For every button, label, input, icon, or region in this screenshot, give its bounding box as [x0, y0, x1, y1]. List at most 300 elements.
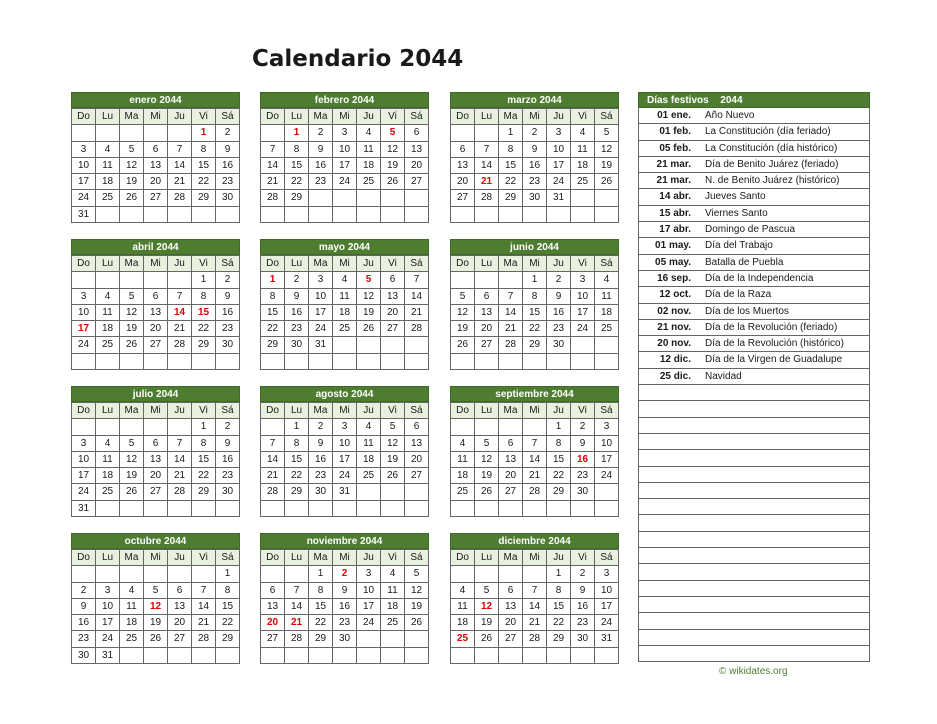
- weekday-header: Lu: [285, 550, 309, 566]
- day-cell: 26: [381, 468, 405, 484]
- weekday-header: Do: [261, 256, 285, 272]
- day-cell: 13: [475, 305, 499, 321]
- page-title: Calendario 2044: [252, 46, 464, 72]
- holiday-row: [638, 287, 870, 303]
- day-cell: 30: [571, 484, 595, 500]
- day-cell: 31: [547, 190, 571, 206]
- day-cell: 21: [285, 615, 309, 631]
- empty-day-cell: [261, 354, 285, 370]
- empty-day-cell: [144, 501, 168, 517]
- day-cell: 27: [381, 321, 405, 337]
- day-cell: 28: [475, 190, 499, 206]
- day-cell: 15: [192, 305, 216, 321]
- day-cell: 13: [451, 158, 475, 174]
- day-cell: 6: [475, 289, 499, 305]
- day-cell: 7: [168, 289, 192, 305]
- day-cell: 16: [216, 158, 240, 174]
- day-cell: 22: [547, 468, 571, 484]
- empty-day-cell: [120, 272, 144, 288]
- day-cell: 30: [216, 337, 240, 353]
- day-cell: 25: [381, 615, 405, 631]
- holidays-header: [638, 92, 870, 108]
- day-cell: 13: [405, 142, 429, 158]
- day-cell: 25: [96, 337, 120, 353]
- holiday-date: 05 feb.: [659, 142, 691, 154]
- day-cell: 10: [72, 158, 96, 174]
- empty-day-cell: [168, 354, 192, 370]
- month-calendar: [450, 239, 619, 370]
- day-cell: 20: [144, 321, 168, 337]
- empty-day-cell: [144, 566, 168, 582]
- month-days-grid: [71, 255, 240, 370]
- month-title: noviembre 2044: [260, 533, 429, 549]
- day-cell: 2: [216, 125, 240, 141]
- day-cell: 8: [547, 583, 571, 599]
- day-cell: 26: [144, 631, 168, 647]
- empty-day-cell: [475, 272, 499, 288]
- day-cell: 16: [333, 599, 357, 615]
- day-cell: 28: [168, 484, 192, 500]
- day-cell: 20: [499, 468, 523, 484]
- weekday-header: Mi: [333, 550, 357, 566]
- day-cell: 5: [144, 583, 168, 599]
- empty-day-cell: [357, 484, 381, 500]
- day-cell: 11: [451, 599, 475, 615]
- empty-day-cell: [72, 566, 96, 582]
- weekday-header: Do: [261, 550, 285, 566]
- day-cell: 16: [547, 305, 571, 321]
- day-cell: 10: [72, 452, 96, 468]
- day-cell: 25: [120, 631, 144, 647]
- empty-day-cell: [285, 648, 309, 664]
- day-cell: 5: [381, 419, 405, 435]
- empty-day-cell: [571, 190, 595, 206]
- empty-day-cell: [595, 337, 619, 353]
- weekday-header: Vi: [381, 550, 405, 566]
- day-cell: 2: [216, 419, 240, 435]
- day-cell: 26: [475, 631, 499, 647]
- day-cell: 24: [333, 174, 357, 190]
- day-cell: 10: [72, 305, 96, 321]
- day-cell: 28: [168, 190, 192, 206]
- weekday-header: Ma: [499, 256, 523, 272]
- day-cell: 10: [357, 583, 381, 599]
- empty-day-cell: [523, 501, 547, 517]
- empty-day-cell: [192, 648, 216, 664]
- day-cell: 14: [261, 452, 285, 468]
- weekday-header: Ma: [120, 109, 144, 125]
- weekday-header: Do: [72, 109, 96, 125]
- day-cell: 5: [595, 125, 619, 141]
- weekday-header: Lu: [285, 403, 309, 419]
- empty-day-cell: [595, 484, 619, 500]
- weekday-header: Lu: [475, 550, 499, 566]
- holiday-date: 15 abr.: [659, 207, 691, 219]
- empty-day-cell: [405, 631, 429, 647]
- day-cell: 18: [595, 305, 619, 321]
- footer-credit: © wikidates.org: [719, 666, 788, 677]
- day-cell: 15: [547, 452, 571, 468]
- empty-day-cell: [261, 207, 285, 223]
- empty-day-cell: [357, 354, 381, 370]
- empty-day-cell: [168, 648, 192, 664]
- day-cell: 9: [571, 436, 595, 452]
- day-cell: 13: [144, 305, 168, 321]
- day-cell: 1: [192, 272, 216, 288]
- empty-day-cell: [405, 648, 429, 664]
- day-cell: 13: [168, 599, 192, 615]
- day-cell: 25: [451, 484, 475, 500]
- day-cell: 24: [571, 321, 595, 337]
- day-cell: 4: [357, 419, 381, 435]
- day-cell: 24: [547, 174, 571, 190]
- holiday-name: Día del Trabajo: [705, 240, 773, 252]
- day-cell: 29: [192, 190, 216, 206]
- empty-day-cell: [475, 354, 499, 370]
- weekday-header: Mi: [333, 109, 357, 125]
- empty-day-cell: [523, 207, 547, 223]
- empty-day-cell: [405, 337, 429, 353]
- day-cell: 17: [72, 174, 96, 190]
- holiday-row-empty: [638, 434, 870, 450]
- day-cell: 2: [309, 419, 333, 435]
- empty-day-cell: [451, 272, 475, 288]
- day-cell: 17: [357, 599, 381, 615]
- empty-day-cell: [120, 419, 144, 435]
- weekday-header: Mi: [523, 109, 547, 125]
- day-cell: 6: [499, 436, 523, 452]
- empty-day-cell: [168, 125, 192, 141]
- empty-day-cell: [523, 566, 547, 582]
- empty-day-cell: [523, 354, 547, 370]
- day-cell: 24: [96, 631, 120, 647]
- empty-day-cell: [120, 566, 144, 582]
- day-cell: 13: [144, 158, 168, 174]
- day-cell: 16: [309, 158, 333, 174]
- day-cell: 3: [96, 583, 120, 599]
- day-cell: 28: [523, 484, 547, 500]
- day-cell: 8: [261, 289, 285, 305]
- empty-day-cell: [571, 648, 595, 664]
- day-cell: 20: [144, 174, 168, 190]
- month-calendar: [71, 386, 240, 517]
- weekday-header: Sá: [595, 109, 619, 125]
- day-cell: 2: [571, 566, 595, 582]
- empty-day-cell: [285, 207, 309, 223]
- month-calendar: [260, 386, 429, 517]
- holiday-row-empty: [638, 548, 870, 564]
- day-cell: 1: [309, 566, 333, 582]
- day-cell: 14: [168, 158, 192, 174]
- day-cell: 14: [523, 452, 547, 468]
- holiday-row: [638, 352, 870, 368]
- day-cell: 4: [571, 125, 595, 141]
- day-cell: 18: [96, 468, 120, 484]
- day-cell: 6: [451, 142, 475, 158]
- weekday-header: Vi: [381, 403, 405, 419]
- empty-day-cell: [216, 501, 240, 517]
- holiday-name: La Constitución (día histórico): [705, 142, 838, 154]
- month-days-grid: [450, 549, 619, 664]
- weekday-header: Sá: [405, 109, 429, 125]
- empty-day-cell: [499, 501, 523, 517]
- day-cell: 17: [96, 615, 120, 631]
- empty-day-cell: [333, 354, 357, 370]
- weekday-header: Vi: [192, 256, 216, 272]
- empty-day-cell: [357, 501, 381, 517]
- empty-day-cell: [96, 354, 120, 370]
- day-cell: 11: [96, 305, 120, 321]
- day-cell: 30: [216, 190, 240, 206]
- weekday-header: Vi: [571, 550, 595, 566]
- holiday-row-empty: [638, 385, 870, 401]
- empty-day-cell: [499, 207, 523, 223]
- day-cell: 7: [168, 142, 192, 158]
- empty-day-cell: [475, 566, 499, 582]
- day-cell: 5: [120, 289, 144, 305]
- empty-day-cell: [309, 190, 333, 206]
- day-cell: 7: [523, 436, 547, 452]
- empty-day-cell: [357, 631, 381, 647]
- empty-day-cell: [120, 125, 144, 141]
- day-cell: 8: [523, 289, 547, 305]
- day-cell: 3: [547, 125, 571, 141]
- day-cell: 4: [357, 125, 381, 141]
- day-cell: 25: [571, 174, 595, 190]
- day-cell: 15: [192, 158, 216, 174]
- empty-day-cell: [475, 419, 499, 435]
- day-cell: 21: [523, 468, 547, 484]
- day-cell: 1: [192, 125, 216, 141]
- day-cell: 28: [261, 190, 285, 206]
- empty-day-cell: [120, 354, 144, 370]
- empty-day-cell: [475, 501, 499, 517]
- holiday-row-empty: [638, 483, 870, 499]
- empty-day-cell: [451, 125, 475, 141]
- day-cell: 22: [547, 615, 571, 631]
- day-cell: 8: [216, 583, 240, 599]
- holiday-row-empty: [638, 401, 870, 417]
- day-cell: 29: [523, 337, 547, 353]
- day-cell: 27: [405, 468, 429, 484]
- holiday-name: Domingo de Pascua: [705, 224, 796, 236]
- day-cell: 14: [499, 305, 523, 321]
- weekday-header: Ju: [547, 550, 571, 566]
- day-cell: 5: [451, 289, 475, 305]
- month-title: mayo 2044: [260, 239, 429, 255]
- day-cell: 10: [595, 583, 619, 599]
- day-cell: 24: [595, 615, 619, 631]
- empty-day-cell: [309, 501, 333, 517]
- day-cell: 16: [285, 305, 309, 321]
- day-cell: 23: [285, 321, 309, 337]
- weekday-header: Do: [451, 109, 475, 125]
- empty-day-cell: [405, 190, 429, 206]
- day-cell: 30: [285, 337, 309, 353]
- day-cell: 23: [333, 615, 357, 631]
- day-cell: 2: [309, 125, 333, 141]
- weekday-header: Lu: [475, 256, 499, 272]
- month-calendar: [450, 386, 619, 517]
- day-cell: 13: [499, 452, 523, 468]
- day-cell: 26: [381, 174, 405, 190]
- day-cell: 19: [451, 321, 475, 337]
- weekday-header: Do: [451, 256, 475, 272]
- day-cell: 9: [523, 142, 547, 158]
- day-cell: 19: [405, 599, 429, 615]
- day-cell: 29: [547, 484, 571, 500]
- weekday-header: Mi: [333, 256, 357, 272]
- month-calendar: [260, 92, 429, 223]
- day-cell: 1: [285, 419, 309, 435]
- weekday-header: Vi: [192, 109, 216, 125]
- empty-day-cell: [96, 566, 120, 582]
- day-cell: 8: [192, 436, 216, 452]
- empty-day-cell: [405, 207, 429, 223]
- day-cell: 12: [357, 289, 381, 305]
- month-title: junio 2044: [450, 239, 619, 255]
- day-cell: 10: [333, 142, 357, 158]
- day-cell: 11: [451, 452, 475, 468]
- day-cell: 30: [523, 190, 547, 206]
- weekday-header: Lu: [96, 550, 120, 566]
- day-cell: 1: [499, 125, 523, 141]
- empty-day-cell: [499, 566, 523, 582]
- day-cell: 28: [405, 321, 429, 337]
- day-cell: 4: [120, 583, 144, 599]
- empty-day-cell: [261, 501, 285, 517]
- day-cell: 31: [595, 631, 619, 647]
- day-cell: 18: [451, 615, 475, 631]
- day-cell: 10: [571, 289, 595, 305]
- weekday-header: Sá: [405, 403, 429, 419]
- month-days-grid: [71, 549, 240, 664]
- empty-day-cell: [333, 501, 357, 517]
- day-cell: 27: [144, 190, 168, 206]
- day-cell: 5: [381, 125, 405, 141]
- day-cell: 26: [405, 615, 429, 631]
- holiday-name: Día de la Independencia: [705, 272, 814, 284]
- weekday-header: Lu: [96, 256, 120, 272]
- day-cell: 21: [261, 174, 285, 190]
- day-cell: 30: [216, 484, 240, 500]
- day-cell: 13: [144, 452, 168, 468]
- empty-day-cell: [571, 337, 595, 353]
- holiday-row: [638, 222, 870, 238]
- weekday-header: Sá: [405, 550, 429, 566]
- empty-day-cell: [547, 501, 571, 517]
- day-cell: 6: [144, 289, 168, 305]
- day-cell: 17: [333, 158, 357, 174]
- weekday-header: Ma: [120, 403, 144, 419]
- day-cell: 12: [451, 305, 475, 321]
- empty-day-cell: [168, 419, 192, 435]
- day-cell: 21: [168, 468, 192, 484]
- empty-day-cell: [595, 354, 619, 370]
- holiday-row: [638, 304, 870, 320]
- empty-day-cell: [96, 207, 120, 223]
- weekday-header: Do: [261, 403, 285, 419]
- day-cell: 24: [595, 468, 619, 484]
- day-cell: 22: [523, 321, 547, 337]
- day-cell: 25: [595, 321, 619, 337]
- holiday-date: 16 sep.: [657, 272, 691, 284]
- day-cell: 30: [309, 484, 333, 500]
- weekday-header: Mi: [144, 403, 168, 419]
- weekday-header: Ma: [309, 403, 333, 419]
- day-cell: 2: [216, 272, 240, 288]
- weekday-header: Sá: [216, 109, 240, 125]
- day-cell: 14: [168, 452, 192, 468]
- day-cell: 13: [405, 436, 429, 452]
- day-cell: 17: [72, 468, 96, 484]
- day-cell: 22: [192, 174, 216, 190]
- day-cell: 7: [523, 583, 547, 599]
- day-cell: 4: [451, 583, 475, 599]
- day-cell: 3: [595, 419, 619, 435]
- day-cell: 2: [547, 272, 571, 288]
- weekday-header: Ma: [309, 550, 333, 566]
- day-cell: 3: [72, 436, 96, 452]
- day-cell: 5: [475, 436, 499, 452]
- day-cell: 6: [499, 583, 523, 599]
- day-cell: 27: [168, 631, 192, 647]
- month-days-grid: [450, 255, 619, 370]
- day-cell: 17: [595, 452, 619, 468]
- weekday-header: Ma: [499, 403, 523, 419]
- month-title: octubre 2044: [71, 533, 240, 549]
- day-cell: 1: [523, 272, 547, 288]
- day-cell: 22: [216, 615, 240, 631]
- empty-day-cell: [405, 501, 429, 517]
- month-title: julio 2044: [71, 386, 240, 402]
- weekday-header: Ju: [547, 403, 571, 419]
- holiday-row: [638, 108, 870, 124]
- empty-day-cell: [595, 190, 619, 206]
- weekday-header: Do: [261, 109, 285, 125]
- empty-day-cell: [216, 207, 240, 223]
- day-cell: 26: [357, 321, 381, 337]
- day-cell: 21: [475, 174, 499, 190]
- empty-day-cell: [381, 354, 405, 370]
- day-cell: 5: [120, 142, 144, 158]
- day-cell: 26: [120, 484, 144, 500]
- day-cell: 20: [168, 615, 192, 631]
- day-cell: 20: [475, 321, 499, 337]
- weekday-header: Do: [72, 256, 96, 272]
- day-cell: 22: [285, 468, 309, 484]
- empty-day-cell: [144, 419, 168, 435]
- day-cell: 30: [72, 648, 96, 664]
- weekday-header: Do: [72, 550, 96, 566]
- weekday-header: Sá: [216, 550, 240, 566]
- day-cell: 3: [595, 566, 619, 582]
- holiday-row-empty: [638, 467, 870, 483]
- day-cell: 27: [144, 337, 168, 353]
- holiday-name: Batalla de Puebla: [705, 256, 784, 268]
- holiday-row: [638, 124, 870, 140]
- day-cell: 16: [72, 615, 96, 631]
- month-calendar: [71, 92, 240, 223]
- day-cell: 8: [285, 436, 309, 452]
- day-cell: 2: [333, 566, 357, 582]
- day-cell: 8: [309, 583, 333, 599]
- day-cell: 7: [192, 583, 216, 599]
- empty-day-cell: [451, 207, 475, 223]
- day-cell: 28: [499, 337, 523, 353]
- day-cell: 30: [333, 631, 357, 647]
- empty-day-cell: [547, 354, 571, 370]
